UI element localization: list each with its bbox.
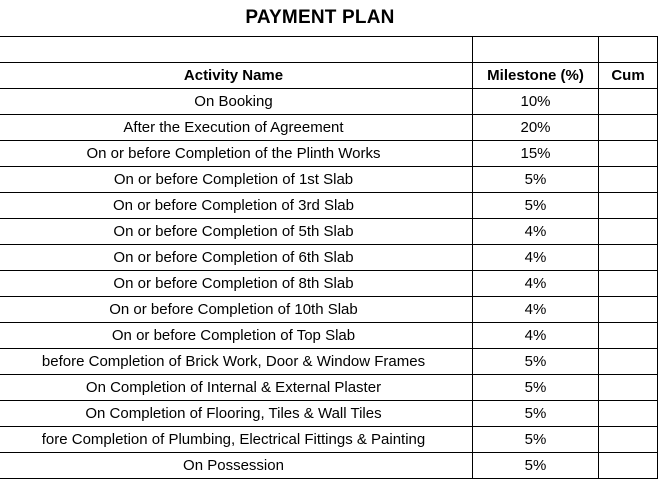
activity-cell: On or before Completion of 6th Slab [0,245,473,271]
cumulative-cell [599,453,658,479]
milestone-cell: 10% [473,89,599,115]
activity-cell: On or before Completion of the Plinth Works [0,141,473,167]
milestone-cell: 4% [473,323,599,349]
milestone-cell: 4% [473,271,599,297]
blank-cell [473,37,599,63]
cumulative-cell [599,219,658,245]
activity-cell: On or before Completion of 1st Slab [0,167,473,193]
milestone-cell: 15% [473,141,599,167]
blank-row [0,37,658,63]
page-title: PAYMENT PLAN [245,7,395,28]
table-row [0,115,658,141]
table-row [0,271,658,297]
activity-cell: On Possession [0,453,473,479]
cumulative-cell [599,89,658,115]
cumulative-cell [599,375,658,401]
cumulative-cell [599,141,658,167]
activity-cell: On or before Completion of 10th Slab [0,297,473,323]
milestone-cell: 5% [473,167,599,193]
payment-plan-table [0,36,658,479]
milestone-cell: 5% [473,375,599,401]
milestone-cell: 20% [473,115,599,141]
cumulative-cell [599,115,658,141]
activity-cell: On Completion of Internal & External Plaster [0,375,473,401]
milestone-cell: 4% [473,219,599,245]
table-row [0,401,658,427]
activity-cell: On or before Completion of Top Slab [0,323,473,349]
table-row [0,349,658,375]
table-row [0,219,658,245]
blank-cell [599,37,658,63]
milestone-cell: 5% [473,453,599,479]
cumulative-cell [599,193,658,219]
table-row [0,167,658,193]
table-row [0,245,658,271]
milestone-cell: 4% [473,297,599,323]
cumulative-cell [599,245,658,271]
blank-cell [0,37,473,63]
activity-cell: On Booking [0,89,473,115]
table-row [0,323,658,349]
table-row [0,297,658,323]
cumulative-cell [599,167,658,193]
milestone-cell: 5% [473,349,599,375]
milestone-cell: 5% [473,401,599,427]
table-row [0,89,658,115]
cumulative-cell [599,297,658,323]
table-body [0,37,658,479]
activity-cell: On or before Completion of 5th Slab [0,219,473,245]
milestone-cell: 5% [473,427,599,453]
cumulative-cell [599,349,658,375]
cumulative-cell [599,271,658,297]
activity-cell: fore Completion of Plumbing, Electrical Fittings & Painting [0,427,473,453]
activity-name-header: Activity Name [0,63,473,89]
cumulative-cell [599,323,658,349]
milestone-cell: 4% [473,245,599,271]
activity-cell: On or before Completion of 3rd Slab [0,193,473,219]
table-row [0,453,658,479]
activity-cell: On or before Completion of 8th Slab [0,271,473,297]
activity-cell: After the Execution of Agreement [0,115,473,141]
header-row [0,63,658,89]
activity-cell: before Completion of Brick Work, Door & Window Frames [0,349,473,375]
cumulative-cell [599,401,658,427]
table-row [0,375,658,401]
table-row [0,193,658,219]
cumulative-cell [599,427,658,453]
cumulative-header: Cum [599,63,658,89]
table-row [0,427,658,453]
activity-cell: On Completion of Flooring, Tiles & Wall Tiles [0,401,473,427]
table-row [0,141,658,167]
milestone-cell: 5% [473,193,599,219]
milestone-header: Milestone (%) [473,63,599,89]
